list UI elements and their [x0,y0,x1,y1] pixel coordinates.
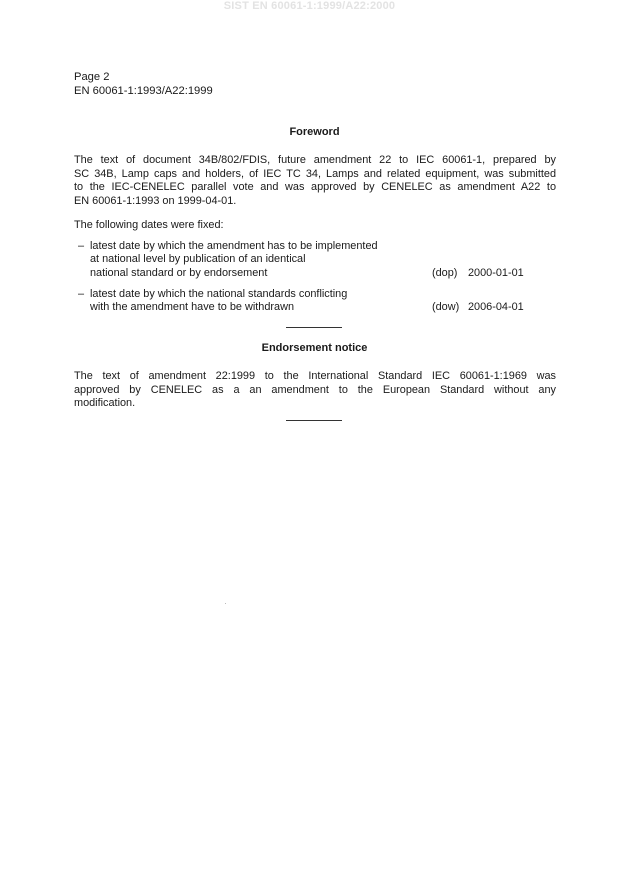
watermark: SIST EN 60061-1:1999/A22:2000 [223,0,396,12]
paragraph-line: The text of document 34B/802/FDIS, future amendment 22 to IEC 60061-1, prepared by [74,154,556,166]
date-item-line: latest date by which the national standards conflicting [90,288,348,300]
list-dash: – [78,240,85,252]
page-header [74,70,213,98]
date-value: 2006-04-01 [468,301,524,314]
foreword-paragraph [74,154,556,208]
date-item-line: at national level by publication of an identical [90,253,306,266]
page-label: Page 2 [74,71,110,83]
foreword-heading: Foreword [289,126,340,138]
paragraph-line: approved by CENELEC as a an amendment to the European Standard without any [74,383,556,396]
endorsement-heading: Endorsement notice [261,342,368,354]
paragraph-line: modification. [74,397,136,410]
paragraph-line: The text of amendment 22:1999 to the International Standard IEC 60061-1:1969 was [74,370,556,382]
scan-speck [225,603,226,604]
paragraph-line: SC 34B, Lamp caps and holders, of IEC TC 34, Lamps and related equipment, was submitted [74,167,556,180]
date-item-line: with the amendment have to be withdrawn [90,301,295,314]
date-item-dow [78,288,538,315]
date-item-dop [78,240,538,280]
date-value: 2000-01-01 [468,266,524,279]
date-abbreviation: (dop) [432,266,458,279]
list-dash: – [78,288,85,300]
date-abbreviation: (dow) [432,301,460,314]
end-divider [286,420,342,421]
endorsement-paragraph [74,370,556,411]
dates-intro: The following dates were fixed: [74,219,224,231]
section-divider [286,327,342,328]
date-item-line: latest date by which the amendment has to be implemented [90,240,378,252]
date-item-line: national standard or by endorsement [90,266,268,279]
paragraph-line: to the IEC-CENELEC parallel vote and was approved by CENELEC as amendment A22 to [74,181,556,194]
document-reference: EN 60061-1:1993/A22:1999 [74,85,213,97]
paragraph-line: EN 60061-1:1993 on 1999-04-01. [74,194,237,207]
